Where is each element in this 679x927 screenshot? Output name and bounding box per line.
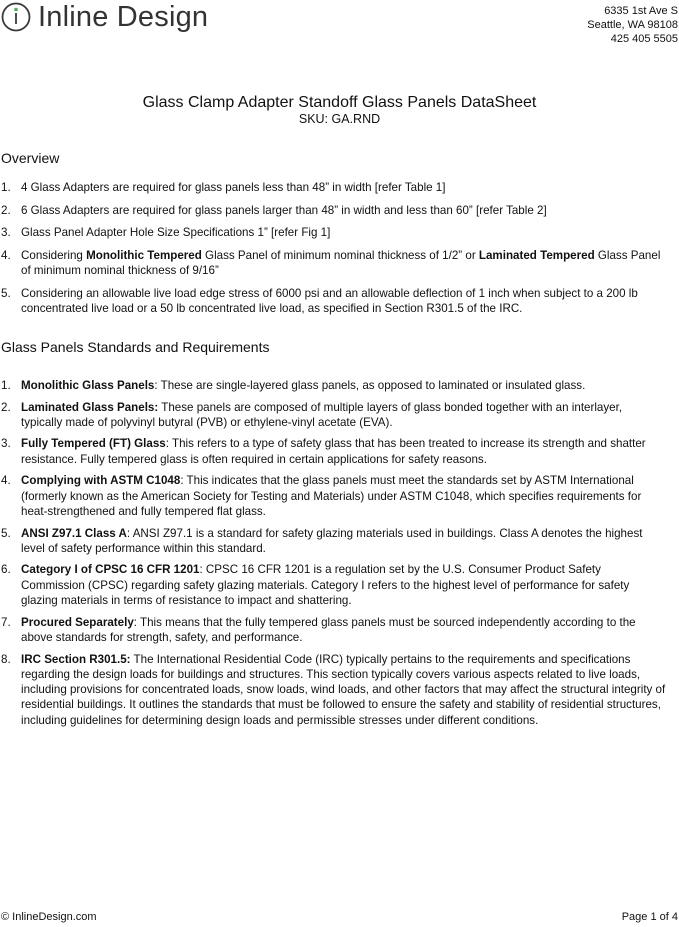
item-bold-term: Complying with ASTM C1048 — [21, 474, 181, 488]
phone-number: 425 405 5505 — [610, 33, 678, 45]
item-bold-term: Fully Tempered (FT) Glass — [21, 437, 166, 451]
list-item — [0, 562, 666, 608]
item-text: Glass Panel Adapter Hole Size Specifications 1” [refer Fig 1] — [21, 226, 331, 240]
item-text: 6 Glass Adapters are required for glass panels larger than 48” in width and less than 60” [refer Table 2] — [21, 203, 547, 217]
overview-heading: Overview — [1, 150, 60, 166]
item-number: 2. — [1, 203, 11, 217]
item-number: 3. — [1, 437, 11, 451]
address-line: 6335 1st Ave S — [604, 5, 678, 17]
item-text: : This means that the fully tempered glass panels must be sourced independently according to the above standards for strength, safety, and performance. — [21, 615, 636, 644]
item-bold-term: Laminated Glass Panels: — [21, 400, 159, 414]
item-text: 4 Glass Adapters are required for glass panels less than 48” in width [refer Table 1] — [21, 181, 446, 194]
item-number: 4. — [1, 474, 11, 488]
item-number: 1. — [1, 379, 11, 392]
item-text: : This indicates that the glass panels must meet the standards set by ASTM International (formerly known as the American Society for Testing and Materials) under ASTM C1048, which specifies requirements for heat-strengthened and fully tempered flat glass. — [21, 474, 642, 518]
item-text: Considering an allowable live load edge stress of 6000 psi and an allowable deflection of 1 inch when subject to a 200 lb concentrated live load or a 50 lb concentrated live load, as specified in Section R301.5 of the IRC. — [21, 286, 638, 315]
address-line: Seattle, WA 98108 — [587, 19, 678, 31]
list-item — [0, 436, 666, 467]
brand-name: Inline Design — [38, 0, 209, 33]
footer-copyright: © InlineDesign.com — [1, 911, 97, 923]
list-item — [0, 378, 666, 393]
item-text: : ANSI Z97.1 is a standard for safety glazing materials used in buildings. Class A denotes the highest level of safety performance within this standard. — [21, 526, 643, 555]
list-item — [0, 286, 666, 317]
item-text: Glass Panel of minimum nominal thickness of 9/16” — [21, 248, 661, 278]
item-number: 3. — [1, 226, 11, 240]
document-sku: SKU: GA.RND — [298, 112, 381, 126]
list-item — [0, 652, 666, 728]
list-item — [0, 225, 666, 240]
item-text: These panels are composed of multiple layers of glass bonded together with an interlayer, typically made of polyvinyl butyral (PVB) or ethylene-vinyl acetate (EVA). — [21, 400, 623, 429]
item-number: 1. — [1, 181, 11, 194]
list-item — [0, 473, 666, 519]
item-text: Considering — [21, 248, 87, 262]
item-number: 2. — [1, 400, 11, 414]
item-number: 7. — [1, 615, 11, 629]
item-number: 6. — [1, 563, 11, 577]
page-number: Page 1 of 4 — [621, 911, 678, 923]
item-text: : This refers to a type of safety glass that has been treated to increase its strength and shatter resistance. Fully tempered glass is often required in certain applications for safety reasons. — [21, 437, 646, 466]
item-bold-term: Procured Separately — [21, 615, 134, 629]
company-address — [587, 4, 678, 46]
brand-logo — [1, 2, 208, 32]
item-bold-term: IRC Section R301.5: — [21, 652, 131, 666]
document-title-block — [0, 93, 679, 127]
list-item — [0, 526, 666, 557]
item-number: 4. — [1, 248, 11, 262]
item-bold-term: ANSI Z97.1 Class A — [21, 526, 127, 540]
item-number: 5. — [1, 526, 11, 540]
item-bold-term: Monolithic Glass Panels — [21, 379, 155, 392]
list-item — [0, 180, 666, 195]
list-item — [0, 248, 666, 279]
standards-list — [0, 378, 666, 734]
document-title: Glass Clamp Adapter Standoff Glass Panels DataSheet — [142, 94, 537, 111]
item-text: Glass Panel of minimum nominal thickness of 1/2” or — [201, 248, 479, 262]
list-item — [0, 615, 666, 646]
list-item — [0, 400, 666, 431]
list-item — [0, 203, 666, 218]
item-number: 8. — [1, 652, 11, 666]
item-text: The International Residential Code (IRC) typically pertains to the requirements and specifications regarding the design loads for buildings and structures. This section typically covers various aspects related to live loads, including provisions for concentrated loads, snow loads, wind loads, and other factors that may affect the structural integrity of residential buildings. It outlines the standards that must be followed to ensure the safety and stability of residential structures, including guidelines for determining design loads and permissible stresses under different conditions. — [21, 652, 666, 727]
item-bold-term: Monolithic Tempered — [86, 248, 202, 262]
overview-list — [0, 180, 666, 324]
inline-design-logo-icon — [1, 2, 31, 32]
standards-heading: Glass Panels Standards and Requirements — [1, 339, 270, 355]
item-text: : CPSC 16 CFR 1201 is a regulation set by the U.S. Consumer Product Safety Commission (CPSC) regarding safety glazing materials. Category I refers to the highest level of performance for safety glazing materials in terms of resistance to impact and shattering. — [21, 563, 630, 608]
item-bold-term: Laminated Tempered — [478, 248, 595, 262]
item-text: : These are single-layered glass panels, as opposed to laminated or insulated glass. — [154, 379, 586, 392]
item-bold-term: Category I of CPSC 16 CFR 1201 — [21, 563, 200, 577]
item-number: 5. — [1, 286, 11, 300]
